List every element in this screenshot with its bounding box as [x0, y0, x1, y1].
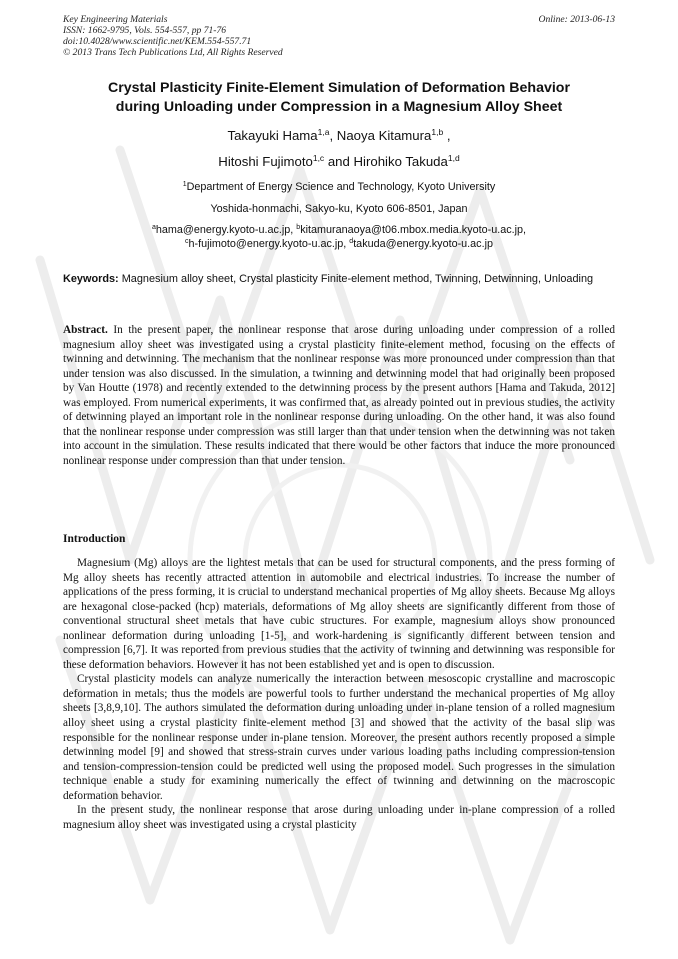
author-name: Takayuki Hama — [227, 128, 318, 143]
keywords — [63, 272, 615, 286]
intro-paragraph-2: Crystal plasticity models can analyze numerically the interaction between mesoscopic crystalline and macroscopic deformation in metals; thus the models are powerful tools to further understand the mechanical properties of Mg alloy sheets [3,8,9,10]. The authors simulated the deformation during unloading under in-plane tension of a rolled magnesium alloy sheet using a crystal plasticity finite-element method [3] and showed that the activity of the basal slip was responsible for the nonlinear response under in-plane tension. Moreover, the present authors recently proposed a simple detwinning model [9] and showed that stress-strain curves under various loading paths including compression-tension and tension-compression-tension could be predicted well using the proposed model. Such progresses in the simulation technique enable a study for examining numerically the effect of twinning and detwinning on the macroscopic deformation behavior. — [63, 673, 615, 802]
keywords-text: Magnesium alloy sheet, Crystal plasticity Finite-element method, Twinning, Detwinning, Unloading — [118, 273, 594, 285]
copyright-line: © 2013 Trans Tech Publications Ltd, All Rights Reserved — [63, 47, 283, 58]
title-line-1: Crystal Plasticity Finite-Element Simulation of Deformation Behavior — [108, 80, 570, 96]
affiliation-department — [63, 181, 615, 193]
introduction-heading: Introduction — [63, 533, 126, 545]
email-c: h-fujimoto@energy.kyoto-u.ac.jp, — [188, 238, 350, 250]
paper-title — [63, 79, 615, 117]
journal-name: Key Engineering Materials — [63, 14, 168, 25]
affiliation-address: Yoshida-honmachi, Sakyo-ku, Kyoto 606-8501, Japan — [210, 203, 468, 215]
email-superscript: b — [296, 224, 301, 231]
email-a: hama@energy.kyoto-u.ac.jp, — [155, 224, 297, 236]
intro-paragraph-1: Magnesium (Mg) alloys are the lightest metals that can be used for structural components, and the press forming of Mg alloy sheets has recently attracted attention in automobile and electrical industries. To increase the number of applications of the press forming, it is crucial to understand mechanical properties of Mg alloy sheets. Because Mg alloys are hexagonal close-packed (hcp) materials, deformations of Mg alloy sheets are significantly different from those of conventional structural sheet metals that have cubic structures. For example, magnesium alloys show pronounced nonlinear deformation during unloading [1-5], and work-hardening is significantly different between tension and compression [6,7]. It was reported from previous studies that the activity of twinning and detwinning was responsible for these deformation behaviors. However it has not been established yet and is open to discussion. — [63, 557, 615, 671]
abstract-label: Abstract. — [63, 324, 108, 336]
email-superscript: d — [349, 238, 354, 245]
email-b: kitamuranaoya@t06.mbox.media.kyoto-u.ac.jp, — [300, 224, 527, 236]
author-name: Hirohiko Takuda — [353, 154, 448, 169]
keywords-label: Keywords: — [63, 273, 119, 285]
affiliation-number: 1 — [182, 181, 187, 188]
publication-meta — [63, 14, 283, 58]
intro-paragraph-3: In the present study, the nonlinear response that arose during unloading under in-plane compression of a rolled magnesium alloy sheet was investigated using a crystal plasticity — [63, 804, 615, 831]
email-line-1 — [63, 224, 615, 236]
author-line-2 — [63, 154, 615, 169]
issn-line: ISSN: 1662-9795, Vols. 554-557, pp 71-76 — [63, 25, 227, 36]
title-line-2: during Unloading under Compression in a Magnesium Alloy Sheet — [115, 99, 563, 115]
email-line-2 — [63, 238, 615, 250]
email-superscript: a — [151, 224, 156, 231]
author-superscript: 1,a — [317, 127, 330, 137]
doi-line: doi:10.4028/www.scientific.net/KEM.554-557.71 — [63, 36, 252, 47]
author-superscript: 1,c — [312, 153, 325, 163]
email-d: takuda@energy.kyoto-u.ac.jp — [353, 238, 493, 250]
online-date: Online: 2013-06-13 — [538, 14, 615, 25]
author-name: Hitoshi Fujimoto — [218, 154, 313, 169]
author-superscript: 1,b — [431, 127, 444, 137]
author-line-1: Takayuki Hama$^{1,a}$, Naoya Kitamura$^{1,b}$ , — [227, 127, 451, 143]
department-text: Department of Energy Science and Technology, Kyoto University — [186, 181, 496, 193]
author-name: Naoya Kitamura — [336, 128, 432, 143]
abstract — [63, 323, 615, 468]
abstract-text: In the present paper, the nonlinear response that arose during unloading under compression of a rolled magnesium alloy sheet was investigated using a crystal plasticity finite-element method, focusing on the effects of twinning and detwinning. The mechanism that the nonlinear response was more pronounced under compression than that under tension was also discussed. In the simulation, a twinning and detwinning model that had originally been proposed by Van Houtte (1978) and recently extended to the detwinning process by the present authors [Hama and Takuda, 2012] was employed. From numerical experiments, it was confirmed that, as already pointed out in previous studies, the activity of detwinning played an important role in the nonlinear response during unloading. On the other hand, it was also found that the nonlinear response under compression was still larger than that under tension when the detwinning was not taken into account in the simulation. These results indicated that there would be other factors that induce the more pronounced nonlinear response under compression than that under tension. — [63, 324, 615, 467]
and-word: and — [324, 154, 354, 169]
author-superscript: 1,d — [447, 153, 460, 163]
email-superscript: c — [184, 238, 189, 245]
introduction-body — [63, 556, 615, 832]
